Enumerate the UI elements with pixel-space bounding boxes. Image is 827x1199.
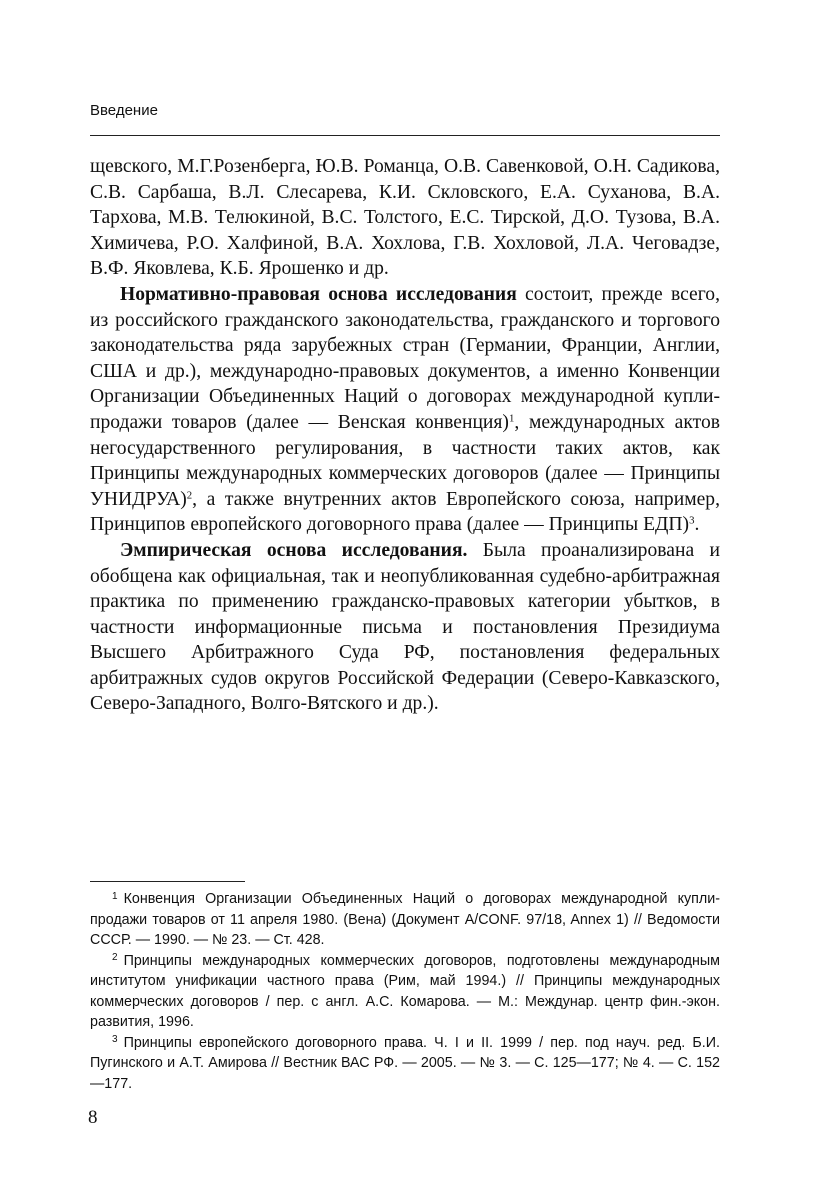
footnotes [90,889,720,1094]
footnote-ref-3[interactable]: 3 [689,514,695,527]
footnote-ref-2[interactable]: 2 [186,489,193,502]
footnote-3 [90,1033,720,1095]
paragraph-legal-basis [90,282,720,538]
footnote-text: Принципы европейского договорного права. Ч. I и II. 1999 / пер. под науч. ред. Б.И. Пугинского и А.Т. Амирова // Вестник ВАС РФ. — 2005. — № 3. — С. 125—177; № 4. — С. 152—177. [90,1034,720,1092]
footnote-separator [90,881,245,882]
page-number: 8 [88,1107,98,1128]
running-head: Введение [90,102,158,119]
header-rule [90,135,720,136]
footnote-text: Принципы международных коммерческих договоров, подготовлены международным институтом унификации частного права (Рим, май 1994.) // Принципы международных коммерческих договоров / пер. с англ. А.С. Комарова. — М.: Междунар. центр фин.-экон. развития, 1996. [90,952,720,1030]
footnote-ref-1[interactable]: 1 [508,412,515,425]
paragraph-text: , международных актов негосударственного регулирования, в частности таких актов, как Принципы международных коммерческих договоров (далее — Принципы УНИДРУА) [90,411,720,510]
footnote-number: 3 [112,1034,118,1045]
main-text [90,154,720,717]
paragraph-authors: щевского, М.Г.Розенберга, Ю.В. Романца, О.В. Савенковой, О.Н. Садикова, С.В. Сарбаша, В.Л. Слесарева, К.И. Скловского, Е.А. Суханова, В.А. Тархова, М.В. Телюкиной, В.С. Толстого, Е.С. Тирской, Д.О. Тузова, В.А. Химичева, Р.О. Халфиной, В.А. Хохлова, Г.В. Хохловой, Л.А. Чеговадзе, В.Ф. Яковлева, К.Б. Ярошенко и др. [90,156,720,280]
footnote-2 [90,951,720,1033]
footnote-1 [90,889,720,951]
paragraph-text: состоит, прежде всего, из российского гражданского законодательства, гражданского и торгового законодательства ряда зарубежных стран (Германии, Франции, Англии, США и др.), международно-правовых документов, а именно Конвенции Организации Объединенных Наций о договорах международной купли-продажи товаров (далее — Венская конвенция) [90,283,720,433]
paragraph-text: , а также внутренних актов Европейского союза, например, Принципов европейского договорного права (далее — Принципы ЕДП) [90,488,720,536]
footnote-number: 2 [112,952,118,963]
paragraph-empirical-basis [90,538,720,717]
paragraph-text: . [694,514,700,536]
legal-basis-heading: Нормативно-правовая основа исследования [120,283,517,305]
empirical-basis-heading: Эмпирическая основа исследования. [120,539,468,561]
paragraph-text: Была проанализирована и обобщена как официальная, так и неопубликованная судебно-арбитражная практика по применению гражданско-правовых категории убытков, в частности информационные письма и постановления Президиума Высшего Арбитражного Суда РФ, постановления федеральных арбитражных судов округов Российской Федерации (Северо-Кавказского, Северо-Западного, Волго-Вятского и др.). [90,539,720,715]
footnote-text: Конвенция Организации Объединенных Наций о договорах международной купли-продажи товаров от 11 апреля 1980. (Вена) (Документ A/CONF. 97/18, Annex 1) // Ведомости СССР. — 1990. — № 23. — Ст. 428. [90,891,720,948]
footnote-number: 1 [112,890,118,902]
